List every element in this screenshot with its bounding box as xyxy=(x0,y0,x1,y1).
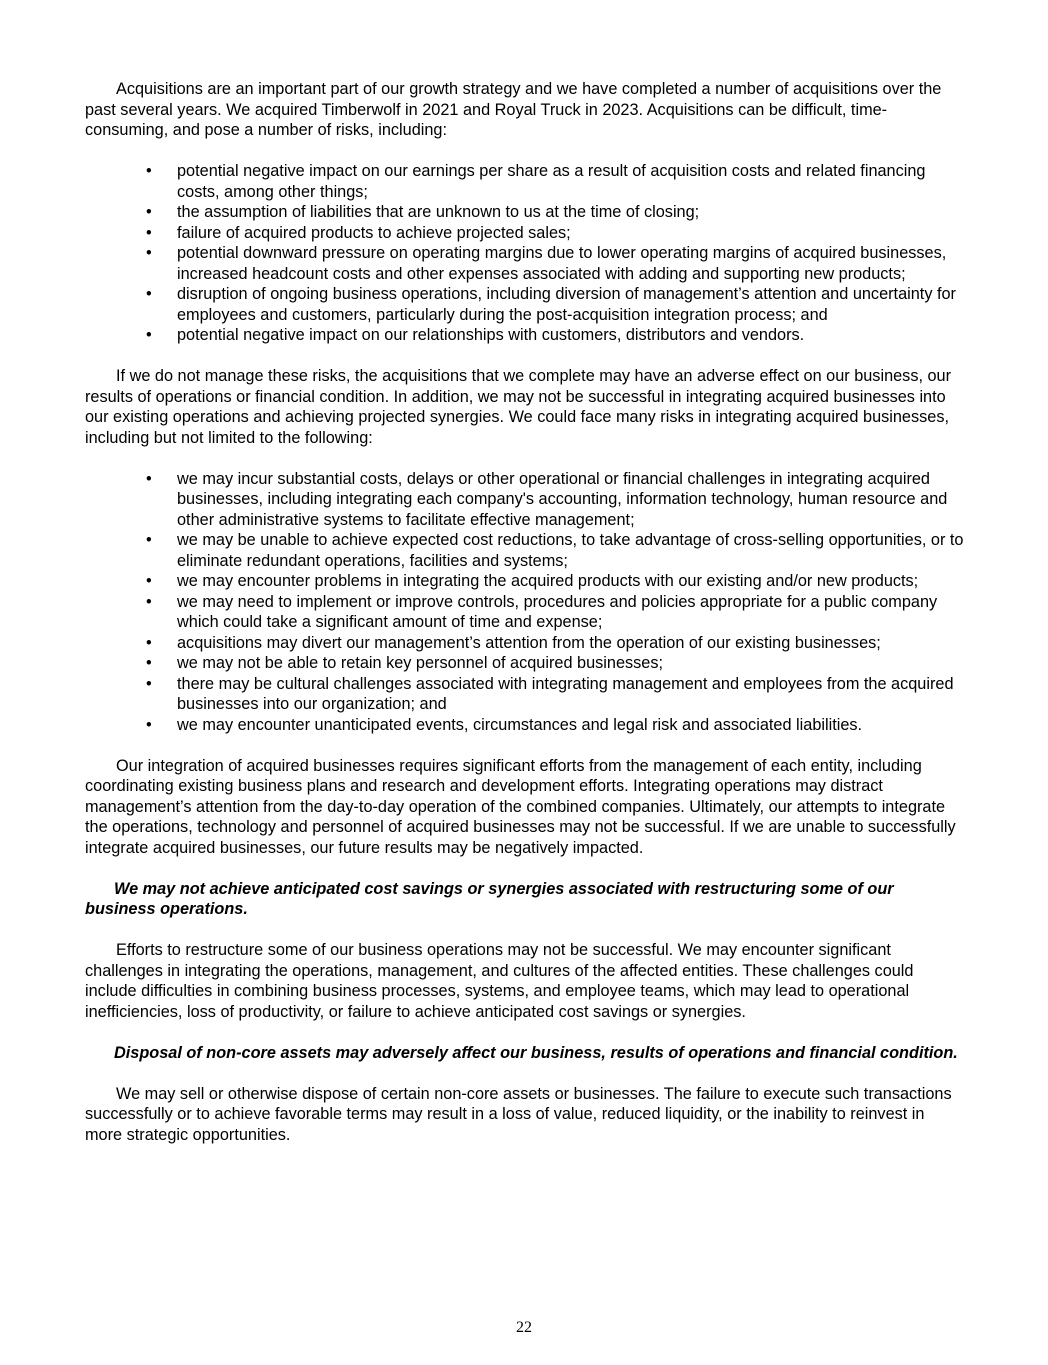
list-item: • we may need to implement or improve controls, procedures and policies appropriate for a public company which could take a significant amount of time and expense; xyxy=(146,592,938,631)
list-item: • potential negative impact on our relationships with customers, distributors and vendors. xyxy=(146,326,805,344)
bullet-icon: • xyxy=(146,469,152,488)
list-item: • we may encounter unanticipated events, circumstances and legal risk and associated liabilities. xyxy=(146,715,863,734)
bullet-icon: • xyxy=(146,592,152,611)
bullet-icon: • xyxy=(146,285,152,303)
list-item: • potential downward pressure on operating margins due to lower operating margins of acquired businesses, increased headcount costs and other expenses associated with adding and supporting new products; xyxy=(146,244,947,283)
bullet-icon: • xyxy=(146,203,152,221)
bullet-icon: • xyxy=(146,572,152,590)
list-item: • we may not be able to retain key personnel of acquired businesses; xyxy=(146,654,664,672)
document-page xyxy=(85,79,965,1145)
bullet-icon: • xyxy=(146,715,152,734)
bullet-icon: • xyxy=(146,633,152,652)
paragraph-restructure: Efforts to restructure some of our business operations may not be successful. We may encounter significant challenges in integrating the operations, management, and cultures of the affected entities. These challenges could include difficulties in combining business processes, systems, and employee teams, which may lead to operational inefficiencies, loss of productivity, or failure to achieve anticipated cost savings or synergies. xyxy=(85,941,914,1021)
list-item: • we may encounter problems in integrating the acquired products with our existing and/or new products; xyxy=(146,572,919,590)
page-number: 22 xyxy=(516,1319,532,1336)
heading-cost-savings: We may not achieve anticipated cost savings or synergies associated with restructuring some of our business operations. xyxy=(85,879,894,918)
heading-disposal: Disposal of non-core assets may adversely affect our business, results of operations and financial condition. xyxy=(114,1043,958,1062)
paragraph-disposal: We may sell or otherwise dispose of certain non-core assets or businesses. The failure to execute such transactions successfully or to achieve favorable terms may result in a loss of value, reduced liquidity, or the inability to reinvest in more strategic opportunities. xyxy=(85,1084,952,1144)
bullet-icon: • xyxy=(146,674,152,693)
list-item: • acquisitions may divert our management’s attention from the operation of our existing businesses; xyxy=(146,633,881,652)
bullet-icon: • xyxy=(146,223,152,242)
list-item: • disruption of ongoing business operations, including diversion of management’s attention and uncertainty for employees and customers, particularly during the post-acquisition integration process; and xyxy=(146,285,956,324)
list-item: • we may be unable to achieve expected cost reductions, to take advantage of cross-selling opportunities, or to eliminate redundant operations, facilities and systems; xyxy=(146,531,964,570)
bullet-icon: • xyxy=(146,162,152,180)
bullet-icon: • xyxy=(146,531,152,549)
integration-risks-list xyxy=(85,469,965,736)
paragraph-integration-efforts: Our integration of acquired businesses requires significant efforts from the management of each entity, including coordinating existing business plans and research and development efforts. Integrating operations may distract management’s attention from the day-to-day operation of the combined companies. Ultimately, our attempts to integrate the operations, technology and personnel of acquired businesses may not be successful. If we are unable to successfully integrate acquired businesses, our future results may be negatively impacted. xyxy=(85,756,956,857)
paragraph-acquisitions-intro: Acquisitions are an important part of our growth strategy and we have completed a number of acquisitions over the past several years. We acquired Timberwolf in 2021 and Royal Truck in 2023. Acquisitions can be difficult, time-consuming, and pose a number of risks, including: xyxy=(85,80,942,139)
acquisition-risks-list xyxy=(85,161,965,346)
bullet-icon: • xyxy=(146,654,152,672)
list-item: • the assumption of liabilities that are unknown to us at the time of closing; xyxy=(146,203,700,221)
bullet-icon: • xyxy=(146,244,152,262)
list-item: • failure of acquired products to achieve projected sales; xyxy=(146,223,571,242)
list-item: • potential negative impact on our earnings per share as a result of acquisition costs and related financing costs, among other things; xyxy=(146,162,926,201)
bullet-icon: • xyxy=(146,326,152,344)
paragraph-manage-risks: If we do not manage these risks, the acquisitions that we complete may have an adverse effect on our business, our results of operations or financial condition. In addition, we may not be successful in integrating acquired businesses into our existing operations and achieving projected synergies. We could face many risks in integrating acquired businesses, including but not limited to the following: xyxy=(85,367,952,447)
list-item: • there may be cultural challenges associated with integrating management and employees from the acquired businesses into our organization; and xyxy=(146,674,954,713)
list-item: • we may incur substantial costs, delays or other operational or financial challenges in integrating acquired businesses, including integrating each company's accounting, information technology, human resource and other administrative systems to facilitate effective management; xyxy=(146,469,948,529)
